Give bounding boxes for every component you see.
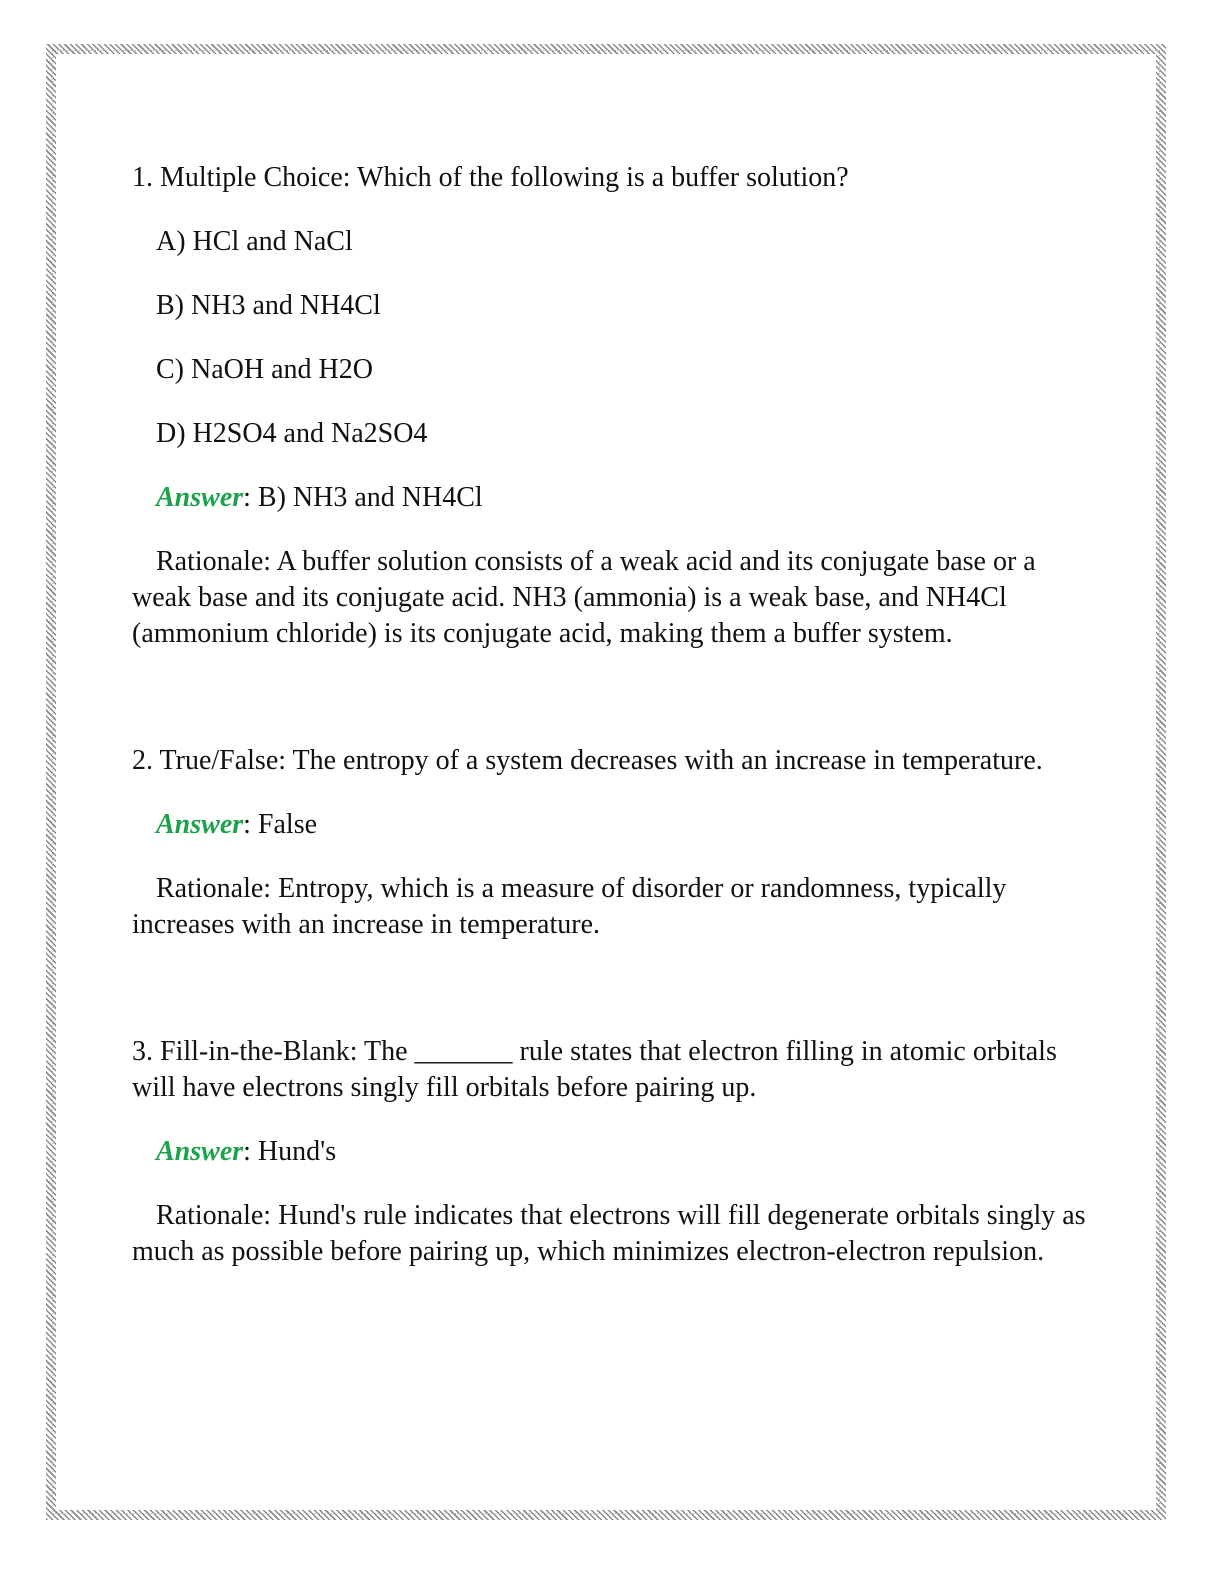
question-2-answer [132, 807, 1092, 843]
answer-text: : False [243, 809, 318, 840]
question-1 [132, 160, 1092, 652]
question-1-option-a: A) HCl and NaCl [156, 226, 353, 257]
question-1-option-c: C) NaOH and H2O [156, 354, 373, 385]
question-3-prompt: 3. Fill-in-the-Blank: The _______ rule states that electron filling in atomic orbitals will have electrons singly fill orbitals before pairing up. [132, 1036, 1057, 1103]
question-3-rationale: Rationale: Hund's rule indicates that electrons will fill degenerate orbitals singly as much as possible before pairing up, which minimizes electron-electron repulsion. [132, 1200, 1086, 1267]
answer-label: Answer [156, 809, 244, 840]
question-1-answer [132, 480, 1092, 516]
document-body [132, 160, 1092, 1270]
question-1-option-b: B) NH3 and NH4Cl [156, 290, 381, 321]
answer-text: : B) NH3 and NH4Cl [243, 482, 483, 513]
question-1-option-d: D) H2SO4 and Na2SO4 [156, 418, 428, 449]
answer-label: Answer [156, 1136, 244, 1167]
question-1-prompt: 1. Multiple Choice: Which of the following is a buffer solution? [132, 162, 849, 193]
question-3-answer [132, 1134, 1092, 1170]
question-2-prompt: 2. True/False: The entropy of a system decreases with an increase in temperature. [132, 745, 1043, 776]
answer-label: Answer [156, 482, 244, 513]
question-1-rationale: Rationale: A buffer solution consists of a weak acid and its conjugate base or a weak base and its conjugate acid. NH3 (ammonia) is a weak base, and NH4Cl (ammonium chloride) is its conjugate acid, making them a buffer system. [132, 546, 1036, 649]
question-2-rationale: Rationale: Entropy, which is a measure of disorder or randomness, typically increases with an increase in temperature. [132, 873, 1007, 940]
question-3 [132, 1034, 1092, 1270]
question-2 [132, 743, 1092, 943]
answer-text: : Hund's [243, 1136, 337, 1167]
